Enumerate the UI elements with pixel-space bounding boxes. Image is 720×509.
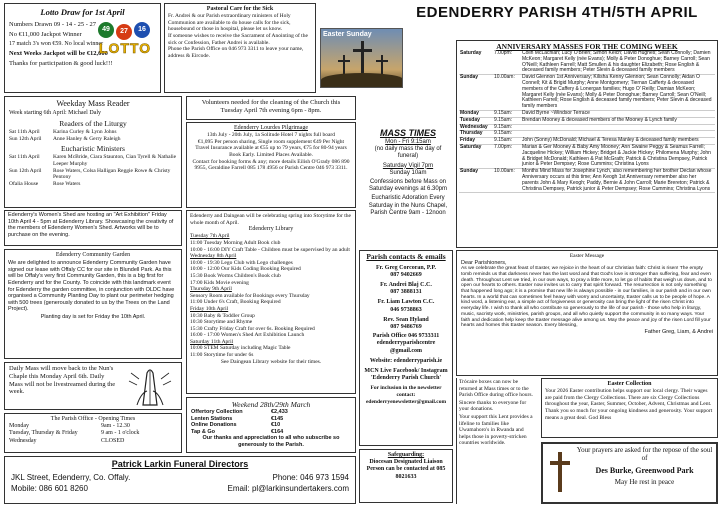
anniversary-table — [459, 51, 715, 193]
collection-amount: €145 — [271, 415, 284, 422]
anniversary-day: Sunday — [459, 75, 493, 111]
funeral-directors-box — [4, 456, 356, 504]
library-footer: See Daingean Library website for their times. — [220, 358, 322, 365]
collection-amount: €10 — [271, 422, 281, 429]
volunteers-box — [186, 96, 356, 120]
library-item: 10:30 Baby & Toddler Group — [190, 312, 255, 319]
reader-title: Weekday Mass Reader — [56, 99, 130, 108]
library-item: 10:00 - 19:30 Lego Club with Lego challenges — [190, 259, 293, 266]
collection-row — [191, 416, 351, 423]
easter-collection-box — [541, 378, 718, 438]
anniversary-time: 7.00pm: — [493, 51, 521, 75]
prayers-title: Your prayers are asked for the repose of the soul of — [576, 446, 713, 463]
womens-shed-box — [4, 210, 182, 246]
funeral-phone: Phone: 046 973 1594 — [272, 473, 349, 482]
collection-amount: €164 — [271, 428, 284, 435]
office-day: Tuesday, Thursday & Friday — [9, 430, 78, 437]
library-item: 11:00 Under 6's Craft, Booking Required — [190, 299, 281, 306]
lotto-jackpot: No €11,000 Jackpot Winner — [9, 30, 82, 38]
contact-name: Fr. Andrei Blaj C.C. — [380, 282, 432, 288]
pastoral-text: Phone the Parish Office on 046 973 3311 to leave your name, address & Eircode. — [168, 46, 304, 59]
easter-banner-text: Easter Sunday — [323, 31, 372, 38]
liturgy-date: Sun 12th April — [9, 135, 42, 142]
anniversary-day: Tuesday — [459, 117, 493, 124]
office-time: 9 am - 1 o'clock — [101, 430, 140, 437]
lourdes-title: Edenderry Lourdes Pilgrimage — [234, 125, 308, 131]
lotto-logo — [94, 22, 156, 56]
em-names: Rose Waters — [53, 180, 81, 187]
easter-message-box — [456, 250, 718, 376]
garden-title: Edenderry Community Garden — [55, 252, 131, 258]
contact-phone: 087 9402669 — [390, 271, 422, 278]
lotto-numbers: Numbers Drawn 09 - 14 - 25 - 27 — [9, 21, 97, 28]
collections-box — [186, 397, 356, 453]
anniversary-row — [459, 169, 715, 193]
library-day-title: Friday 10th April — [190, 305, 229, 312]
anniversary-time: 9.15am: — [493, 110, 521, 117]
liturgy-row — [9, 129, 177, 136]
contact-name: Fr. Liam Lawton C.C. — [377, 299, 435, 306]
easter-sign: Father Greg, Liam, & Andrei — [644, 328, 713, 335]
anniversary-time: 9.15am: — [493, 138, 521, 145]
liturgy-names: Karina Curley & Lynn Johns — [53, 129, 117, 136]
volunteers-text: Volunteers needed for the cleaning of the Church this Tuesday April 7th evening 6pm - 8pm. — [201, 99, 341, 114]
parish-title: EDENDERRY PARISH 4TH/5TH APRIL — [416, 4, 698, 21]
mass-times-box — [364, 128, 452, 240]
library-title: Edenderry Library — [248, 226, 294, 233]
anniversary-masses-box — [456, 40, 718, 248]
mass-funeral-note: (no daily mass the day of funeral) — [374, 146, 442, 160]
funeral-email[interactable]: Email: pl@larkinsundertakers.com — [227, 484, 349, 493]
contacts-office: Parish Office 046 9733311 — [372, 333, 440, 340]
anniversary-text: David Byrne ~Windsor Terrace — [521, 110, 715, 117]
lotto-ball: 49 — [98, 22, 114, 38]
parish-office-box — [4, 413, 182, 453]
mass-weekday: Mon - Fri 9:15am — [385, 139, 431, 145]
library-days — [190, 233, 352, 358]
easter-body: As we celebrate the great feast of Easter, we rejoice in the heart of our Christian faith: Christ is risen! The empty tomb reminds us that darkness never has the last word and that God's love is stronger than suffering, fear and even death. Throughout Lent we tried, in our own ways, to pray a little more, to let go of habits that weigh us down, and to open our hearts to others. Easter now invites us to carry that spirit forward. The resurrection is not only something that happened long ago; it is a promise that new life is always possible - in our families, in our parish and in our own hearts. In a world that can sometimes feel heavy with worry and uncertainty, Easter calls us to be people of hope. A kind word, a listening ear, a simple act of forgiveness or generosity can bring the light of the risen Christ into everyday life. I wish to thank all who contribute so generously to the life of our parish - those who help in liturgy, music, sacristy work, ministries, parish groups, and all who quietly support the community in so many ways. Your faith and dedication help keep the Easter message alive among us. May the peace and joy of the risen Lord fill your hearts and homes this Easter season. Every blessing, — [461, 266, 712, 329]
em-row — [9, 154, 177, 167]
anniversary-text — [521, 124, 715, 131]
library-item: 15:30 Book Worms Children's Book club — [190, 272, 281, 279]
collections-rows — [191, 409, 351, 435]
anniversary-time: 7.00pm: — [493, 144, 521, 168]
pastoral-text: Fr. Andrei & our Parish extraordinary ministers of Holy Communion are available to do house calls for the sick, housebound or those in hospital, please let us know. — [168, 13, 291, 33]
liturgy-date: Sat 11th April — [9, 129, 40, 136]
prayers-name: Des Burke, Greenwood Park — [595, 465, 694, 475]
em-date: Sat 11th April — [9, 154, 40, 161]
collection-label: Tap & Go — [191, 428, 216, 435]
liturgy-title: Readers of the Liturgy — [59, 119, 127, 129]
office-time: CLOSED — [101, 437, 125, 444]
library-item: 11:00 Tuesday Morning Adult Book club — [190, 239, 281, 246]
cross-icon — [376, 60, 388, 62]
em-row — [9, 168, 177, 181]
lourdes-contact: Contact for booking forms & any; more details Eilish O'Grady 086 890 9955, Geraldine Farrell 085 178 4956 or Parish Centre 046 973 3311. — [192, 158, 350, 172]
safeguarding-box — [359, 449, 453, 503]
collection-label: Lenten Stations — [191, 415, 233, 422]
liturgy-names: Anne Hanley & Gerry Raleigh — [53, 135, 121, 142]
office-day: Wednesday — [9, 437, 37, 444]
community-garden-box — [4, 249, 182, 359]
anniversary-text: John (Sonny) McDonald; Michael & Teresa Manley & deceased family members — [521, 138, 715, 145]
office-day: Monday — [9, 423, 29, 430]
prayers-box — [541, 442, 718, 504]
lotto-match: 17 match 3's won €59. No local winner — [9, 40, 104, 47]
trocaire-text: Sincere thanks to everyone for your donations. — [459, 399, 527, 413]
lourdes-dates: 13th July - 20th July, 1a Solitude Hotel 7 nights full board — [207, 132, 335, 139]
anniversary-day: Saturday — [459, 144, 493, 168]
office-row — [9, 438, 177, 445]
em-date: Sun 12th April — [9, 167, 42, 174]
liturgy-row — [9, 136, 177, 143]
mass-confessions: Confessions before Mass on Saturday evenings at 6.30pm — [368, 179, 448, 193]
lotto-ball: 27 — [116, 24, 132, 40]
library-item: 17:00 Kids Movie evening — [190, 279, 249, 286]
contacts-website[interactable]: Website: edenderryparish.ie — [369, 357, 443, 364]
hill-shape — [321, 73, 403, 87]
contact-phone: 087 3888131 — [390, 289, 422, 296]
library-intro: Edenderry and Daingean will be celebrating spring into Storytime for the whole month of April. — [190, 213, 351, 226]
funeral-mobile: Mobile: 086 601 8260 — [11, 484, 88, 493]
contacts-title: Parish contacts & emails — [366, 252, 446, 261]
anniversary-day: Wednesday — [459, 124, 493, 131]
easter-sunday-image — [320, 28, 403, 88]
library-item: 10:00 - 12:00 Our Kids Coding Booking Required — [190, 266, 301, 273]
pastoral-care-box — [164, 3, 316, 93]
collection-row — [191, 422, 351, 429]
lotto-title: Lotto Draw for 1st April — [40, 7, 125, 17]
funeral-address: JKL Street, Edenderry, Co. Offaly. — [11, 473, 131, 482]
anniversary-time: 9.15am: — [493, 117, 521, 124]
safeguarding-title: Safeguarding: — [387, 452, 425, 458]
library-item: 11:00 Storytime for under 6s — [190, 352, 254, 359]
office-time: 9am - 12.30 — [101, 423, 130, 430]
mass-times-title: MASS TIMES — [379, 128, 436, 138]
contacts-email[interactable]: edenderryparishcentre @gmail.com — [376, 340, 436, 354]
parish-contacts-box — [359, 250, 453, 446]
easter-collection-title: Easter Collection — [607, 381, 652, 387]
collection-label: Online Donations — [191, 422, 237, 429]
library-item: 10:30 Storytime and Rhyme — [190, 319, 253, 326]
funeral-name: Patrick Larkin Funeral Directors — [111, 459, 249, 469]
anniversary-text: Marian & Ger Mooney & Baby Amy Mooney; Ann Swaine Peggy & Seamus Farrell; Jacqueline Hickey; William Hickey; Bridget & Jackie Hickey; Philomena Murphy; John & Bridget McDonald; Kathleen & Pat McGrath; Patrick & Christina Dempsey, Patrick junior & Peter Dempsey; Rose Cummins; Christina Lyons — [521, 144, 715, 168]
lotto-box — [4, 3, 161, 93]
library-item: 10:00 STEM Saturday including Magic Table — [190, 345, 291, 352]
office-row — [9, 423, 177, 430]
pastoral-text: If someone wishes to receive the Sacrament of Anointing of the sick or Confession, Father Andrei is available. — [168, 32, 308, 46]
anniversary-text: Months Mind Mass for Josephine Lynch, also remembering her brother Declan whose Anniversary occurs at this time; Ann Keogh 1st Anniversary remember also her parents John & Mary Keogh; Paddy, Bernie & John Carroll; Marie Brereton; Patrick & Christina Dempsey, Patrick junior & Peter Dempsey; Rose Cummins; Christina Lyons — [521, 169, 715, 193]
cross-icon — [353, 49, 372, 52]
anniversary-day: Sunday — [459, 169, 493, 193]
contacts-social: MCN Live Facebook/ Instagram 'Edenderry Parish Church' — [364, 368, 448, 382]
anniversary-day: Saturday — [459, 51, 493, 75]
collections-thanks: Our thanks and appreciation to all who subscribe so generously to the Parish. — [202, 435, 340, 448]
trocaire-box — [456, 378, 538, 504]
trocaire-text: Your support this Lent provides a lifeline to families like Uwamahoro's in Rwanda and helps those in poverty-stricken countries worldwide. — [459, 413, 533, 447]
lotto-thanks: Thanks for participation & good luck!!! — [9, 59, 113, 67]
mass-vigil: Saturday Vigil 7pm — [382, 162, 434, 169]
anniversary-row — [459, 51, 715, 75]
em-title: Eucharistic Ministers — [61, 144, 125, 154]
contacts-people — [362, 265, 450, 332]
office-title: The Parish Office - Opening Times — [50, 416, 136, 422]
anniversary-text: Colin McLachlan; Lucy O'Brien; Simon Kelch; David Hughes; Sean Connolly; Damien McKeon; Margaret Kelly (née Evans); Molly & Peter Donoghue; Barney Carroll; Sean O'Neill; Kathleen Farrell; Matt Smullen & his daughter Elizabeth; Rose English & deceased family members; Peter Slevin & deceased family members — [521, 51, 715, 75]
lotto-next: Next Weeks Jackpot will be €12,000 — [9, 49, 108, 57]
em-date: Ofalia House — [9, 180, 39, 187]
anniversary-row — [459, 75, 715, 111]
office-row — [9, 430, 177, 437]
contact-name: Rev. Sean Hyland — [383, 316, 429, 323]
library-item: Sensory Room available for Bookings every Thursday — [190, 292, 310, 299]
lourdes-price: €1,095 Per person sharing, Single room supplement €49 Per Night — [197, 138, 345, 145]
em-names: Karen McBride, Ciara Staunton, Cian Tyrell & Nathalie Leeper Murphy — [53, 154, 177, 167]
lotto-logo-word: LOTTO — [98, 40, 152, 56]
em-names: Rose Waters, Colsa Halligan Reggie Rowe & Christy Pentony — [53, 167, 171, 181]
prayers-cross-icon — [549, 452, 571, 492]
anniversary-day: Monday — [459, 110, 493, 117]
contact-phone: 087 9486769 — [390, 324, 422, 331]
garden-text: We are delighted to announce Edenderry Community Garden have signed our lease with Offaly CC for our site in Blundell Park. As this will be Offaly's very first Community Garden, this is a big first for Edenderry and for the County. To coincide with this landmark event for Edenderry the garden committee, in conjunction with OLDC have organised a Community Planting Day to plant our perimeter hedging with 500 trees (generously donated to us by the Trees on the Land Project). — [8, 260, 175, 313]
easter-collection-text: Your 2026 Easter contribution helps support our local clergy. Their wages are paid from the Clergy Collections. There are six Clergy Collections throughout the year, Easter, Summer, October, Advent, Christmas and Lent. Thank you so much for your ongoing kindness and generosity. Your support means a great deal. God Bless — [545, 388, 713, 421]
anniversary-time: 10.00am: — [493, 169, 521, 193]
lotto-ball: 16 — [134, 22, 150, 38]
collection-row — [191, 429, 351, 436]
anniversary-time: 9.15am: — [493, 131, 521, 138]
pastoral-title: Pastoral Care for the Sick — [206, 6, 274, 12]
library-day-title: Wednesday 8th April — [190, 253, 237, 260]
mass-sunday: Sunday 10am — [389, 169, 427, 176]
collection-amount: €2,433 — [271, 409, 288, 415]
easter-message-title: Easter Message — [569, 253, 605, 259]
lourdes-box — [186, 122, 356, 208]
library-day-title: Tuesday 7th April — [190, 233, 230, 240]
library-item: 15:30 Crafty Friday Craft for over 6s. Booking Required — [190, 325, 315, 332]
contacts-newsletter: For inclusion in the newsletter contact: edenderryenewsletter@gmail.com — [365, 385, 447, 405]
praying-hands-icon — [123, 365, 177, 407]
anniversary-time: 9.15am: — [493, 124, 521, 131]
anniversary-day: Thursday — [459, 131, 493, 138]
easter-greeting: Dear Parishioners, — [461, 259, 507, 266]
collection-row — [191, 409, 351, 416]
anniversary-row — [459, 144, 715, 168]
library-day-title: Saturday 11th April — [190, 338, 234, 345]
cross-icon — [361, 41, 364, 75]
womens-shed-text: Edenderry's Women's Shed are hosting an "Art Exhibition" Friday 10th April 4 - 5pm at Edenderry Library. Showcasing the creativity of the members of Edenderry Women's Shed. Artworks will be to purchase on the evening. — [8, 212, 174, 238]
trocaire-text: Trócaire boxes can now be returned at Mass times or to the Parish Office during office hours. — [459, 379, 533, 399]
library-item: 16:00 - 17:00 Women's Shed Art Exhibition Launch — [190, 332, 305, 339]
mass-adoration: Eucharistic Adoration Every Saturday in the Nuns Chapel, Parish Centre 9am - 12noon — [368, 195, 448, 216]
prayers-rip: May He rest in peace — [614, 477, 675, 486]
safeguarding-text: Diocesan Designated Liaison Person can be contacted at 085 8021633 — [366, 459, 446, 480]
reader-week: Week starting 6th April: Michael Daly — [9, 110, 101, 116]
cross-icon — [338, 60, 350, 62]
daily-mass-text: Daily Mass will move back to the Nun's Chaple this Monday April 6th. Daily Mass will not be livestreamed during the week. — [9, 365, 116, 396]
readers-box — [4, 96, 182, 208]
anniversary-day: Friday — [459, 138, 493, 145]
anniversary-time: 10.00am: — [493, 75, 521, 111]
daily-mass-box — [4, 362, 182, 410]
collections-title: Weekend 28th/29th March — [231, 400, 311, 409]
library-item: 10:00 - 16:00 DIY Craft Table - Children must be supervised by an adult — [190, 246, 350, 253]
contact-name: Fr. Greg Corcoran, P.P. — [376, 264, 436, 271]
collection-label: Offertory Collection — [191, 409, 243, 415]
lourdes-limited: Book Early. Limited Places Available. — [229, 151, 313, 158]
em-row — [9, 181, 177, 188]
anniversary-title: ANNIVERSARY MASSES FOR THE COMING WEEK — [496, 42, 678, 51]
anniversary-text: Brendan Mooney & deceased members of the Mooney & Lynch family — [521, 117, 715, 124]
garden-date: Planting day is set for Friday the 10th April. — [40, 313, 146, 320]
lourdes-insurance: Travel Insurance available at €55 up to 79 years, €75 for 80-94 years — [195, 145, 347, 152]
library-day-title: Thursday 9th April — [190, 286, 232, 293]
anniversary-text: David Glennon 1st Anniversary; Kilisha Kenny Glennon; Sean Connolly; Aidan O Connell; Kit & Brigid Murphy; Anne Montgomery; Tiernan Cafferty & deceased members of the Caffery & Lonergan families; Hugo O' Reilly; Damian McKeon; Margaret Kelly (née Evans); Molly & Peter Donoghue; Barney Carroll; Sean O'Neill; Kathleen Farrell; Rose English & deceased family members; Peter Slevin & deceased family members — [521, 75, 715, 111]
library-box — [186, 210, 356, 394]
contact-phone: 046 9738863 — [390, 306, 422, 313]
